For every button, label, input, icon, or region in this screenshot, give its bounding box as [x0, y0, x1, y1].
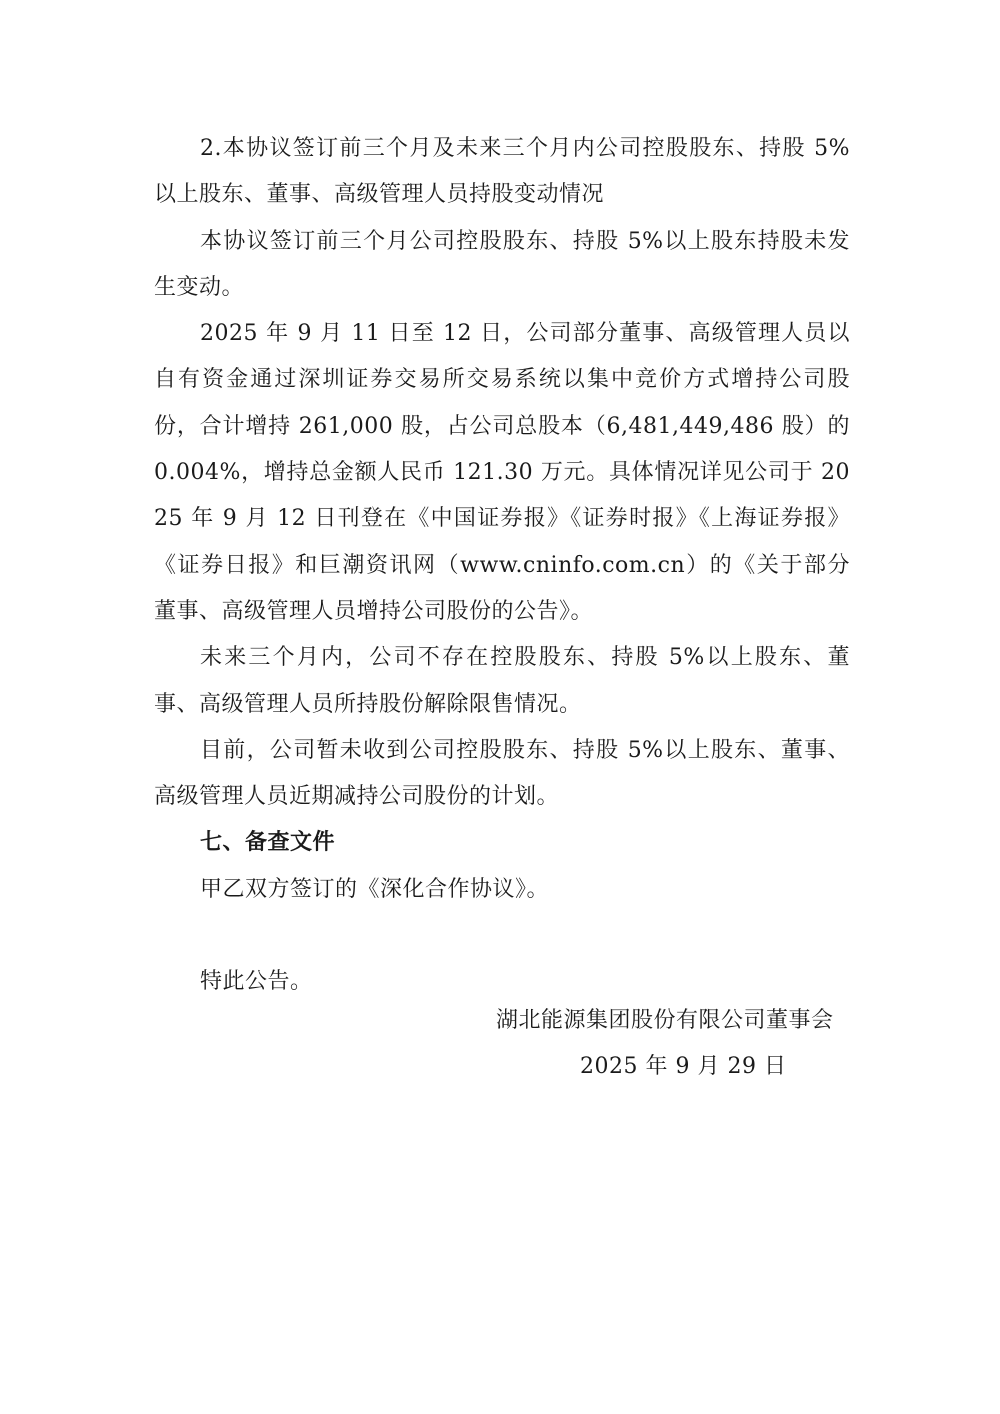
paragraph-no-change: 本协议签订前三个月公司控股股东、持股 5%以上股东持股未发生变动。 — [154, 228, 850, 300]
paragraph-reference-file: 甲乙双方签订的《深化合作协议》。 — [200, 876, 550, 902]
document-body — [154, 126, 850, 1006]
paragraph-no-reduction-plan: 目前，公司暂未收到公司控股股东、持股 5%以上股东、董事、高级管理人员近期减持公司股份的计划。 — [154, 737, 850, 810]
section-heading-reference-files: 七、备查文件 — [200, 830, 336, 856]
paragraph-no-unlock: 未来三个月内，公司不存在控股股东、持股 5%以上股东、董事、高级管理人员所持股份解除限售情况。 — [154, 645, 850, 717]
signature-organization: 湖北能源集团股份有限公司董事会 — [496, 1008, 834, 1033]
paragraph-shareholding-change-title: 2.本协议签订前三个月及未来三个月内公司控股股东、持股 5%以上股东、董事、高级管理人员持股变动情况 — [154, 136, 850, 208]
blank-line — [154, 913, 850, 959]
closing-statement: 特此公告。 — [200, 969, 313, 995]
paragraph-share-increase: 2025 年 9 月 11 日至 12 日，公司部分董事、高级管理人员以自有资金通过深圳证券交易所交易系统以集中竞价方式增持公司股份，合计增持 261,000 股，占公司总股本（6,481,449,486 股）的 0.004%，增持总金额人民币 121.30 万元。具体情况详见公司于 2025 年 9 月 12 日刊登在《中国证券报》《证券时报》《上海证券报》《证券日报》和巨潮资讯网（www.cninfo.com.cn）的《关于部分董事、高级管理人员增持公司股份的公告》。 — [154, 321, 850, 624]
signature-date: 2025 年 9 月 29 日 — [580, 1054, 787, 1079]
